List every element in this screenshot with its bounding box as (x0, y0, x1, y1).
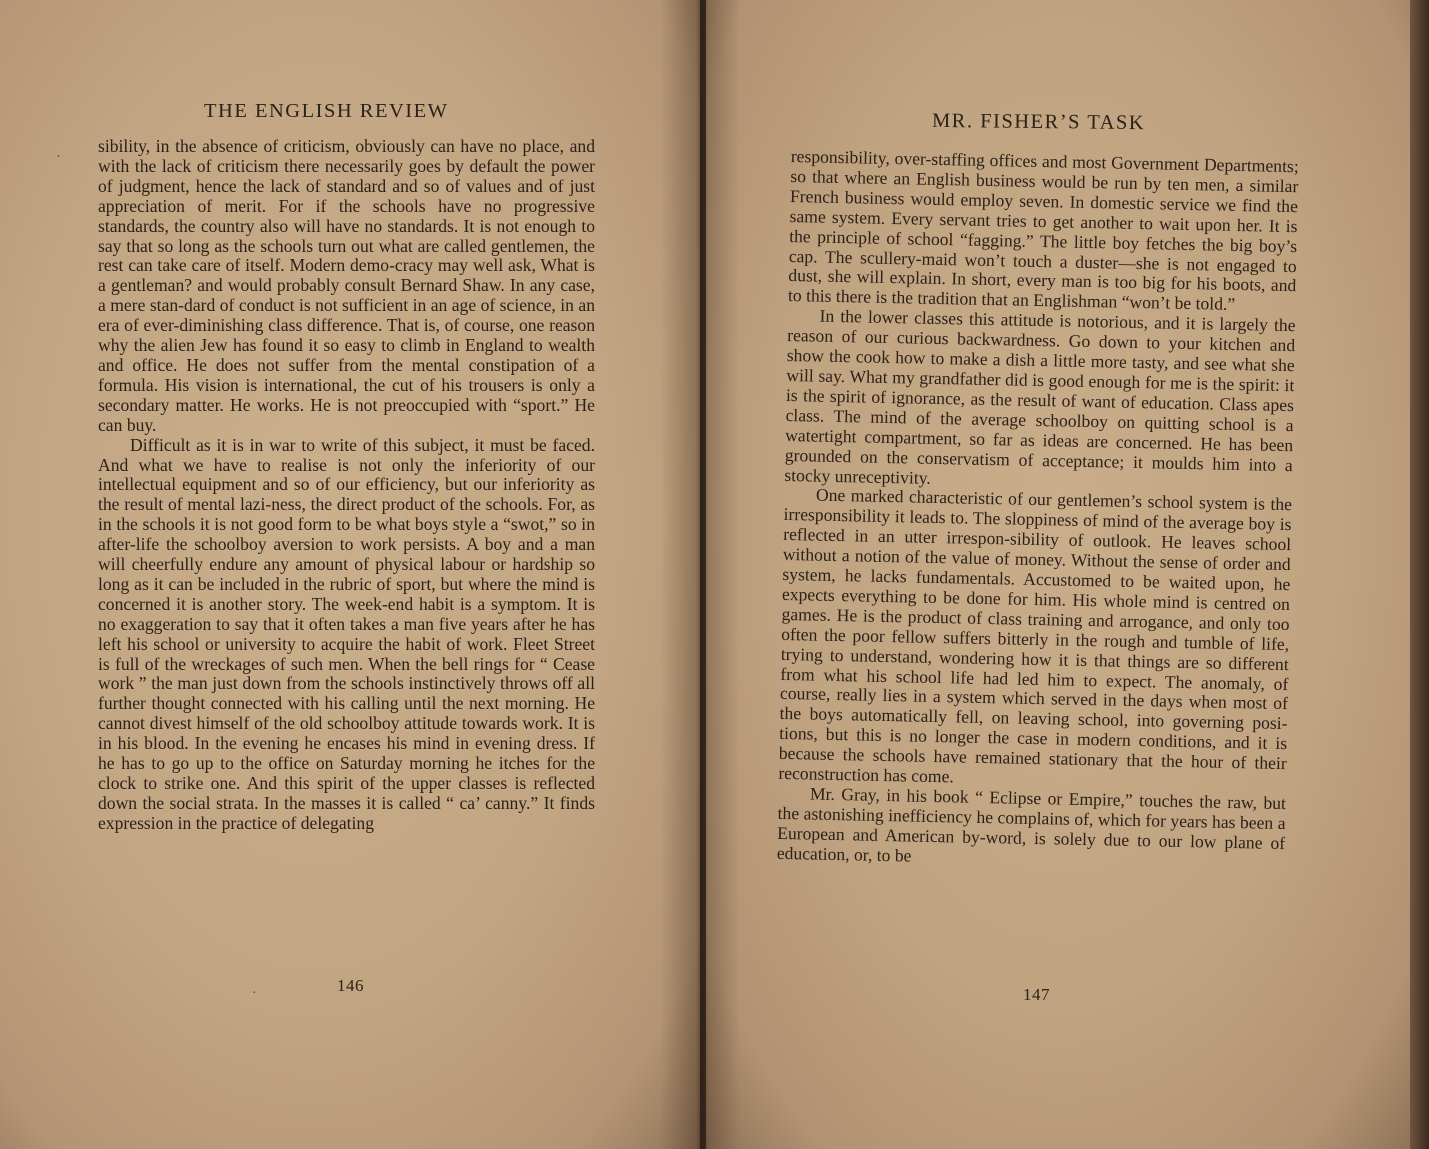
smudge-mark: · (252, 986, 257, 1001)
paragraph: sibility, in the absence of criticism, obviously can have no place, and with the lack of criticism there necessarily goes by default the power of judgment, hence the lack of standard and so of values and of just appreciation of merit. For if the schools have no progressive standards, the country also will have no standards. It is not enough to say that so long as the schools turn out what are called gentlemen, the rest can take care of itself. Modern demo-cracy may well ask, What is a gentleman? and would probably consult Bernard Shaw. In any case, a mere stan-dard of conduct is not sufficient in an age of science, in an era of ever-diminishing class difference. That is, of course, one reason why the alien Jew has found it so easy to climb in England to wealth and office. He does not suffer from the mental constipation of a formula. His vision is international, the cut of his trousers is only a secondary matter. He works. He is not preoccupied with “sport.” He can buy. (98, 136, 595, 435)
page-number: 146 (337, 976, 364, 995)
page-number: 147 (1023, 985, 1050, 1004)
paragraph: In the lower classes this attitude is notorious, and it is largely the reason of our curious backwardness. Go down to your kitchen and show the cook how to make a dish a little more tasty, and see what she will say. What my grandfather did is good enough for me is the spirit: it is the spirit of ignorance, as the result of want of education. Class apes class. The mind of the average schoolboy on quitting school is a watertight compartment, so far as ideas are concerned. He has been grounded on the conservatism of acceptance; it moulds him into a stocky unreceptivity. (784, 305, 1296, 488)
running-head: THE ENGLISH REVIEW (204, 100, 449, 122)
running-head: MR. FISHER’S TASK (931, 109, 1146, 135)
page-edge (1410, 0, 1429, 1149)
paragraph: Mr. Gray, in his book “ Eclipse or Empire,” touches the raw, but the astonishing inefficiency he complains of, which for years has been a European and American by-word, is solely due to our low plane of education, or, to be (776, 783, 1287, 866)
left-page (0, 0, 700, 1149)
smudge-mark: · (56, 150, 61, 165)
paragraph: responsibility, over-staffing offices and most Government Departments; so that where an English business would be run by ten men, a similar French business would employ seven. In domestic service we find the same system. Every servant tries to get another to wait upon her. It is the principle of school “fagging.” The little boy fetches the big boy’s cap. The scullery-maid won’t touch a duster—she is not engaged to dust, she will explain. In short, every man is too big for his boots, and to this there is the tradition that an Englishman “won’t be told.” (787, 146, 1299, 315)
body-text (777, 147, 1299, 874)
right-page (706, 0, 1418, 1149)
paragraph: One marked characteristic of our gentlemen’s school system is the irresponsibility it leads to. The sloppiness of mind of the average boy is reflected in an utter irrespon-sibility of outlook. He leaves school without a notion of the value of money. Without the sense of order and system, he lacks fundamentals. Accustomed to be waited upon, he expects everything to be done for him. His whole mind is centred on games. He is the product of class training and arrogance, and only too often the poor fellow suffers bitterly in the rough and tumble of life, trying to understand, wondering how it is that things are so different from what his school life had led him to expect. The anomaly, of course, really lies in a system which served in the days when most of the boys automatically fell, on leaving school, into governing posi-tions, but this is no longer the case in modern conditions, and it is because the schools have remained stationary that the hour of their reconstruction has come. (778, 484, 1293, 787)
body-text (98, 137, 595, 834)
paragraph: Difficult as it is in war to write of this subject, it must be faced. And what we have to realise is not only the inferiority of our intellectual equipment and so of our efficiency, but our inferiority as the result of mental lazi-ness, the direct product of the schools. For, as in the schools it is not good form to be what boys style a “swot,” so in after-life the schoolboy aversion to work persists. A boy and a man will cheerfully endure any amount of physical labour or hardship so long as it can be included in the rubric of sport, but where the mind is concerned it is another story. The week-end habit is a symptom. It is no exaggeration to say that it often takes a man five years after he has left his school or university to acquire the habit of work. Fleet Street is full of the wreckages of such men. When the bell rings for “ Cease work ” the man just down from the schools instinctively throws off all further thought connected with his calling until the next morning. He cannot divest himself of the old schoolboy attitude towards work. It is in his blood. In the evening he encases his mind in evening dress. If he has to go up to the office on Saturday morning he itches for the clock to strike one. And this spirit of the upper classes is reflected down the social strata. In the masses it is called “ ca’ canny.” It finds expression in the practice of delegating (98, 434, 595, 833)
